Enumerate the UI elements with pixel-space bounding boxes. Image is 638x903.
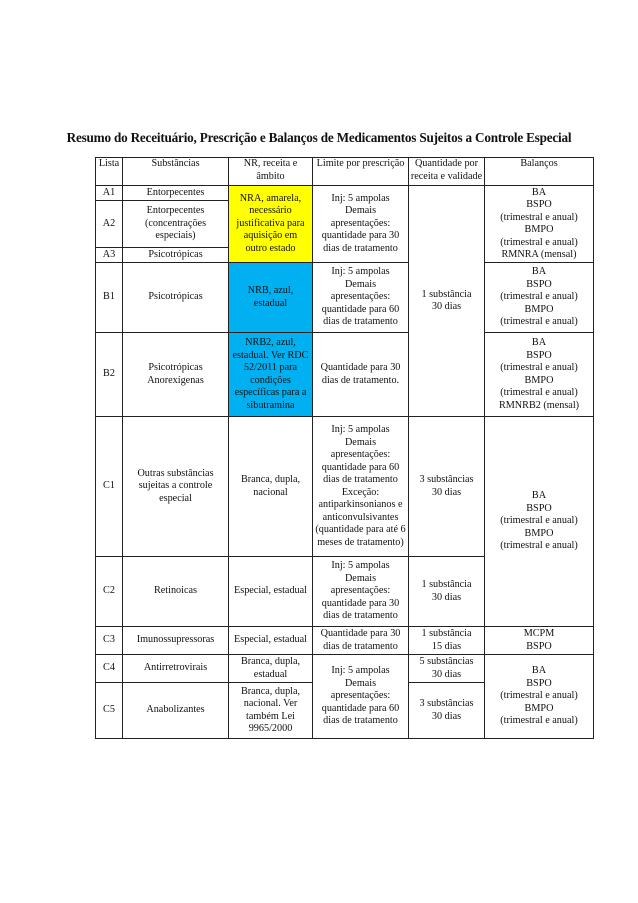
header-row	[96, 158, 594, 186]
cell-line: Demais	[344, 677, 377, 689]
cell-line: Quantidade para 30	[320, 362, 401, 373]
controle-especial-table	[95, 157, 594, 739]
limite-cell	[313, 655, 409, 739]
quantidade-cell	[409, 627, 485, 655]
substancia-cell: Imunossupressoras	[123, 627, 229, 655]
cell-line: BSPO	[526, 640, 552, 652]
balancos-cell	[485, 263, 594, 333]
cell-line: (trimestral e anual)	[500, 236, 578, 248]
cell-line: RMNRB2 (mensal)	[498, 399, 580, 411]
lista-cell: B1	[96, 263, 123, 333]
cell-line: justificativa para	[236, 217, 305, 229]
cell-line: BMPO	[524, 527, 554, 539]
balancos-cell	[485, 186, 594, 263]
cell-line: (trimestral e anual)	[500, 211, 578, 223]
cell-line: dias de tratamento.	[321, 374, 400, 386]
cell-line: apresentações:	[330, 449, 391, 460]
quantidade-cell	[409, 655, 485, 683]
cell-line: Anorexígenas	[147, 374, 204, 386]
cell-line: Entorpecentes	[146, 205, 205, 217]
substancia-cell	[123, 417, 229, 557]
quantidade-cell	[409, 557, 485, 627]
substancia-cell: Anabolizantes	[123, 683, 229, 739]
balancos-cell	[485, 333, 594, 417]
substancia-cell: Entorpecentes	[123, 186, 229, 201]
cell-line: (trimestral e anual)	[500, 515, 578, 527]
nr-cell	[229, 655, 313, 683]
cell-line: 9965/2000	[248, 723, 293, 734]
balancos-cell	[485, 417, 594, 627]
nr-cell	[229, 186, 313, 263]
header-nr: NR, receita e âmbito	[229, 158, 313, 186]
cell-line: condições	[250, 374, 291, 386]
substancia-cell	[123, 333, 229, 417]
substancia-cell	[123, 201, 229, 248]
cell-line: apresentações:	[330, 217, 391, 229]
header-balancos: Balanços	[485, 158, 594, 186]
table-row	[96, 186, 594, 201]
cell-line: RMNRA (mensal)	[501, 249, 577, 260]
cell-line: nacional	[253, 486, 288, 498]
lista-cell: C3	[96, 627, 123, 655]
nr-cell: Especial, estadual	[229, 557, 313, 627]
cell-line: BA	[531, 665, 547, 677]
cell-line: especial	[159, 492, 192, 504]
header-quantidade: Quantidade por receita e validade	[409, 158, 485, 186]
substancia-cell: Psicotrópicas	[123, 248, 229, 263]
cell-line: NRB2, azul,	[245, 337, 296, 348]
cell-line: BSPO	[526, 502, 552, 514]
cell-line: Quantidade para 30	[320, 628, 401, 639]
cell-line: sibutramina	[246, 399, 295, 411]
table-row	[96, 263, 594, 333]
limite-cell	[313, 263, 409, 333]
limite-cell	[313, 186, 409, 263]
lista-cell: B2	[96, 333, 123, 417]
cell-line: 52/2011 para	[243, 362, 298, 373]
cell-line: 30 dias	[431, 486, 462, 498]
cell-line: (trimestral e anual)	[500, 362, 578, 373]
page-title: Resumo do Receituário, Prescrição e Balanços de Medicamentos Sujeitos a Controle Especial	[66, 130, 572, 145]
cell-line: Inj: 5 ampolas	[331, 665, 390, 677]
cell-line: (trimestral e anual)	[500, 316, 578, 328]
cell-line: especiais)	[155, 230, 196, 242]
cell-line: Exceção:	[341, 486, 380, 498]
cell-line: Inj: 5 ampolas	[331, 266, 390, 278]
cell-line: (trimestral e anual)	[500, 540, 578, 552]
cell-line: dias de tratamento	[323, 610, 398, 622]
cell-line: (quantidade para até 6	[315, 524, 406, 535]
cell-line: 1 substância	[421, 288, 472, 300]
cell-line: outro estado	[245, 242, 296, 254]
lista-cell: C5	[96, 683, 123, 739]
quantidade-cell	[409, 186, 485, 417]
cell-line: 30 dias	[431, 668, 462, 680]
cell-line: Inj: 5 ampolas	[331, 424, 390, 435]
balancos-cell	[485, 655, 594, 739]
limite-cell	[313, 627, 409, 655]
cell-line: BSPO	[526, 199, 552, 210]
cell-line: dias de tratamento	[323, 242, 398, 254]
cell-line: Branca, dupla,	[240, 685, 301, 697]
cell-line: quantidade para 60	[321, 303, 400, 315]
cell-line: dias de tratamento	[323, 316, 398, 328]
cell-line: aquisição em	[243, 230, 298, 242]
cell-line: BA	[531, 186, 547, 198]
cell-line: 5 substâncias	[419, 656, 474, 667]
cell-line: BSPO	[526, 349, 552, 361]
quantidade-cell	[409, 683, 485, 739]
cell-line: antiparkinsonianos e	[318, 499, 403, 510]
cell-line: (trimestral e anual)	[500, 715, 578, 727]
cell-line: 3 substâncias	[419, 474, 474, 485]
nr-cell	[229, 417, 313, 557]
cell-line: BMPO	[524, 702, 554, 714]
cell-line: quantidade para 60	[321, 702, 400, 714]
nr-cell: Especial, estadual	[229, 627, 313, 655]
quantidade-cell	[409, 417, 485, 557]
balancos-cell	[485, 627, 594, 655]
header-substancias: Substâncias	[123, 158, 229, 186]
cell-line: BMPO	[524, 374, 554, 386]
lista-cell: A2	[96, 201, 123, 248]
nr-cell	[229, 683, 313, 739]
cell-line: quantidade para 30	[321, 597, 400, 609]
cell-line: Demais	[344, 205, 377, 217]
table-row	[96, 655, 594, 683]
header-lista: Lista	[96, 158, 123, 186]
cell-line: BMPO	[524, 303, 554, 315]
table-row	[96, 627, 594, 655]
nr-cell	[229, 263, 313, 333]
cell-line: 30 dias	[431, 591, 462, 603]
cell-line: anticonvulsivantes	[322, 511, 399, 523]
cell-line: dias de tratamento	[323, 640, 398, 652]
cell-line: dias de tratamento	[323, 474, 398, 485]
cell-line: Branca, dupla,	[240, 656, 301, 667]
cell-line: Outras substâncias	[137, 467, 214, 479]
cell-line: Demais	[344, 436, 377, 448]
cell-line: BSPO	[526, 677, 552, 689]
cell-line: (trimestral e anual)	[500, 387, 578, 398]
cell-line: NRA, amarela,	[239, 192, 302, 204]
lista-cell: A1	[96, 186, 123, 201]
cell-line: apresentações:	[330, 585, 391, 597]
cell-line: também Lei	[246, 710, 295, 722]
cell-line: Psicotrópicas	[148, 362, 203, 373]
cell-line: específicas para a	[234, 387, 307, 398]
cell-line: meses de tratamento)	[317, 536, 404, 548]
table-row	[96, 333, 594, 417]
cell-line: Inj: 5 ampolas	[331, 192, 390, 204]
cell-line: BSPO	[526, 278, 552, 290]
cell-line: BA	[531, 337, 547, 348]
limite-cell	[313, 557, 409, 627]
cell-line: 15 dias	[431, 640, 462, 652]
header-limite: Limite por prescrição	[313, 158, 409, 186]
lista-cell: A3	[96, 248, 123, 263]
cell-line: Branca, dupla,	[240, 474, 301, 485]
substancia-cell: Retinoicas	[123, 557, 229, 627]
cell-line: apresentações:	[330, 690, 391, 702]
cell-line: quantidade para 60	[321, 461, 400, 473]
cell-line: 3 substâncias	[419, 698, 474, 709]
cell-line: 1 substância	[421, 628, 472, 639]
cell-line: 1 substância	[421, 579, 472, 590]
lista-cell: C2	[96, 557, 123, 627]
cell-line: apresentações:	[330, 291, 391, 303]
cell-line: quantidade para 30	[321, 230, 400, 242]
cell-line: sujeitas a controle	[138, 480, 213, 492]
cell-line: Demais	[344, 572, 377, 584]
cell-line: 30 dias	[431, 710, 462, 722]
cell-line: BMPO	[524, 224, 554, 235]
limite-cell	[313, 333, 409, 417]
nr-cell	[229, 333, 313, 417]
cell-line: nacional. Ver	[243, 698, 298, 709]
substancia-cell: Psicotrópicas	[123, 263, 229, 333]
cell-line: BA	[531, 490, 547, 502]
cell-line: BA	[531, 266, 547, 278]
cell-line: 30 dias	[431, 301, 462, 312]
cell-line: estadual	[253, 668, 288, 680]
cell-line: (trimestral e anual)	[500, 690, 578, 702]
substancia-cell: Antirretrovirais	[123, 655, 229, 683]
cell-line: estadual. Ver RDC	[232, 349, 309, 361]
cell-line: dias de tratamento	[323, 715, 398, 727]
lista-cell: C1	[96, 417, 123, 557]
cell-line: (trimestral e anual)	[500, 291, 578, 303]
limite-cell	[313, 417, 409, 557]
cell-line: MCPM	[523, 628, 555, 639]
cell-line: Demais	[344, 278, 377, 290]
cell-line: necessário	[249, 205, 292, 217]
cell-line: Inj: 5 ampolas	[331, 560, 390, 572]
lista-cell: C4	[96, 655, 123, 683]
cell-line: NRB, azul,	[247, 285, 294, 296]
cell-line: estadual	[253, 297, 288, 309]
table-row	[96, 417, 594, 557]
cell-line: (concentrações	[144, 217, 207, 229]
